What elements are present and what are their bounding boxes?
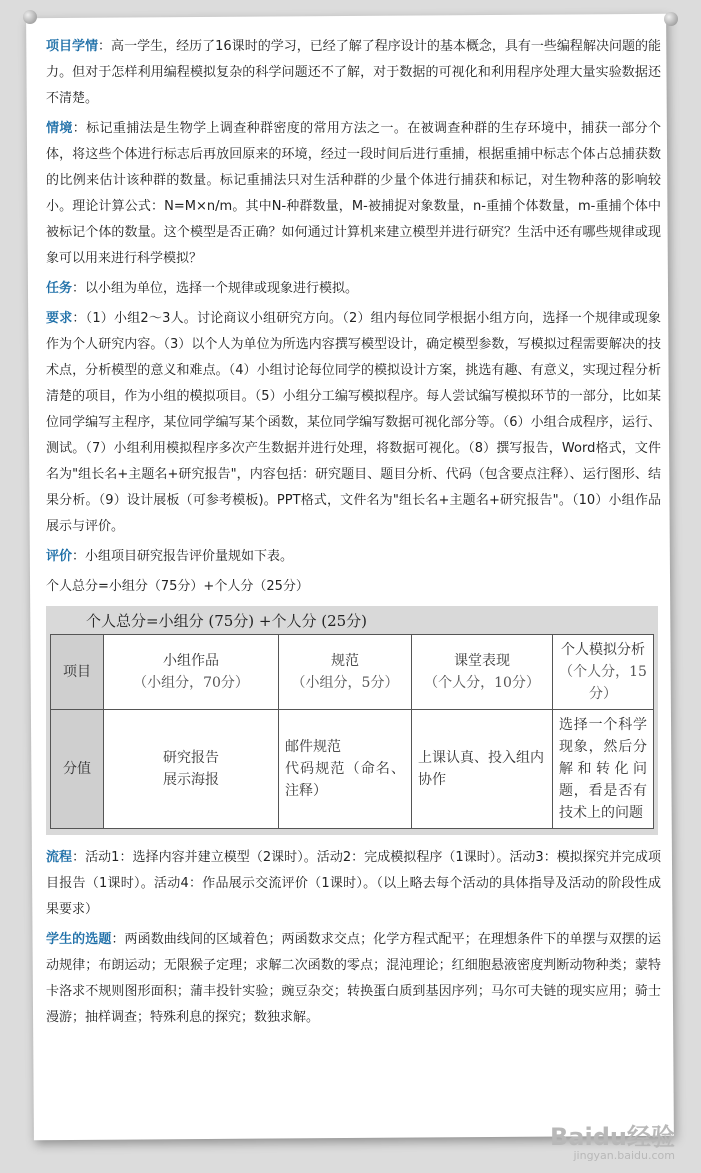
background-label: 项目学情 xyxy=(46,39,99,54)
evaluation-paragraph: 评价：小组项目研究报告评价量规如下表。 xyxy=(46,549,294,564)
requirements-paragraph: 要求：（1）小组2～3人。讨论商议小组研究方向。（2）组内每位同学根据小组方向，选择一个规律或现象作为个人研究内容。（3）以个人为单位为所选内容撰写模型设计，确定模型参数，写模拟过程需要解决的技术点，分析模型的意义和难点。（4）小组讨论每位同学的模拟设计方案，挑选有趣、有意义，实现过程分析清楚的项目，作为小组的模拟项目。（5）小组分工编写模拟程序。每人尝试编写模拟环节的一部分，比如某位同学编写主程序，某位同学编写某个函数，某位同学编写数据可视化部分等。（6）小组合成程序，运行、测试。（7）小组利用模拟程序多次产生数据并进行处理，将数据可视化。（8）撰写报告，Word格式，文件名为"组长名+主题名+研究报告"，内容包括：研究题目、题目分析、代码（包含要点注释）、运行图形、结果分析。（9）设计展板（可参考模板)。PPT格式，文件名为"组长名+主题名+研究报告"。（10）小组作品展示与评价。 xyxy=(46,311,661,534)
topics-paragraph: 学生的选题：两函数曲线间的区域着色；两函数求交点；化学方程式配平；在理想条件下的单摆与双摆的运动规律；布朗运动；无限猴子定理；求解二次函数的零点；混沌理论；红细胞悬液密度判断动物种类；蒙特卡洛求不规则图形面积；蒲丰投针实验；豌豆杂交；转换蛋白质到基因序列；马尔可夫链的现实应用；骑士漫游；抽样调查；特殊利息的探究；数独求解。 xyxy=(46,932,661,1025)
header-group-work: 小组作品 （小组分，70分） xyxy=(104,635,279,710)
topics-label: 学生的选题 xyxy=(46,932,112,947)
task-paragraph: 任务：以小组为单位，选择一个规律或现象进行模拟。 xyxy=(46,281,359,296)
header-standard: 规范 （小组分，5分） xyxy=(279,635,412,710)
task-label: 任务 xyxy=(46,281,73,296)
pin-icon xyxy=(664,12,678,26)
cell-standard: 邮件规范 代码规范（命名、注释） xyxy=(279,710,412,829)
watermark-logo: Baidu经验 jingyan.baidu.com xyxy=(550,1123,675,1162)
requirements-label: 要求 xyxy=(46,311,73,326)
rubric-table-figure xyxy=(46,606,658,835)
score-formula: 个人总分=小组分（75分）+个人分（25分） xyxy=(46,579,309,594)
evaluation-label: 评价 xyxy=(46,549,73,564)
process-label: 流程 xyxy=(46,850,73,865)
background-paragraph: 项目学情：高一学生，经历了16课时的学习，已经了解了程序设计的基本概念，具有一些编程解决问题的能力。但对于怎样利用编程模拟复杂的科学问题还不了解，对于数据的可视化和利用程序处理大量实验数据还不清楚。 xyxy=(46,39,661,106)
header-individual-analysis: 个人模拟分析 （个人分，15分） xyxy=(553,635,654,710)
situation-label: 情境 xyxy=(46,121,73,136)
rubric-table-title: 个人总分=小组分 (75分) +个人分 (25分) xyxy=(86,612,368,630)
table-row xyxy=(51,710,654,829)
table-header-row xyxy=(51,635,654,710)
situation-paragraph: 情境：标记重捕法是生物学上调查种群密度的常用方法之一。在被调查种群的生存环境中，捕获一部分个体，将这些个体进行标志后再放回原来的环境，经过一段时间后进行重捕，根据重捕中标志个体占总捕获数的比例来估计该种群的数量。标记重捕法只对生活种群的少量个体进行捕获和标记，对生物种落的影响较小。理论计算公式：N=M×n/m。其中N-种群数量，M-被捕捉对象数量，n-重捕个体数量，m-重捕个体中被标记个体的数量。这个模型是否正确？如何通过计算机来建立模型并进行研究？生活中还有哪些规律或现象可以用来进行科学模拟？ xyxy=(46,121,661,266)
document-body xyxy=(46,34,661,1035)
cell-class-performance: 上课认真、投入组内协作 xyxy=(412,710,553,829)
header-class-performance: 课堂表现 （个人分，10分） xyxy=(412,635,553,710)
rubric-table xyxy=(50,634,654,829)
process-paragraph: 流程：活动1：选择内容并建立模型（2课时）。活动2：完成模拟程序（1课时）。活动3：模拟探究并完成项目报告（1课时）。活动4：作品展示交流评价（1课时）。（以上略去每个活动的具体指导及活动的阶段性成果要求） xyxy=(46,850,661,917)
cell-group-work: 研究报告 展示海报 xyxy=(104,710,279,829)
pin-icon xyxy=(23,10,37,24)
cell-individual-analysis: 选择一个科学现象，然后分解和转化问题，看是否有技术上的问题 xyxy=(553,710,654,829)
header-item: 项目 xyxy=(51,635,104,710)
row-score-label: 分值 xyxy=(51,710,104,829)
